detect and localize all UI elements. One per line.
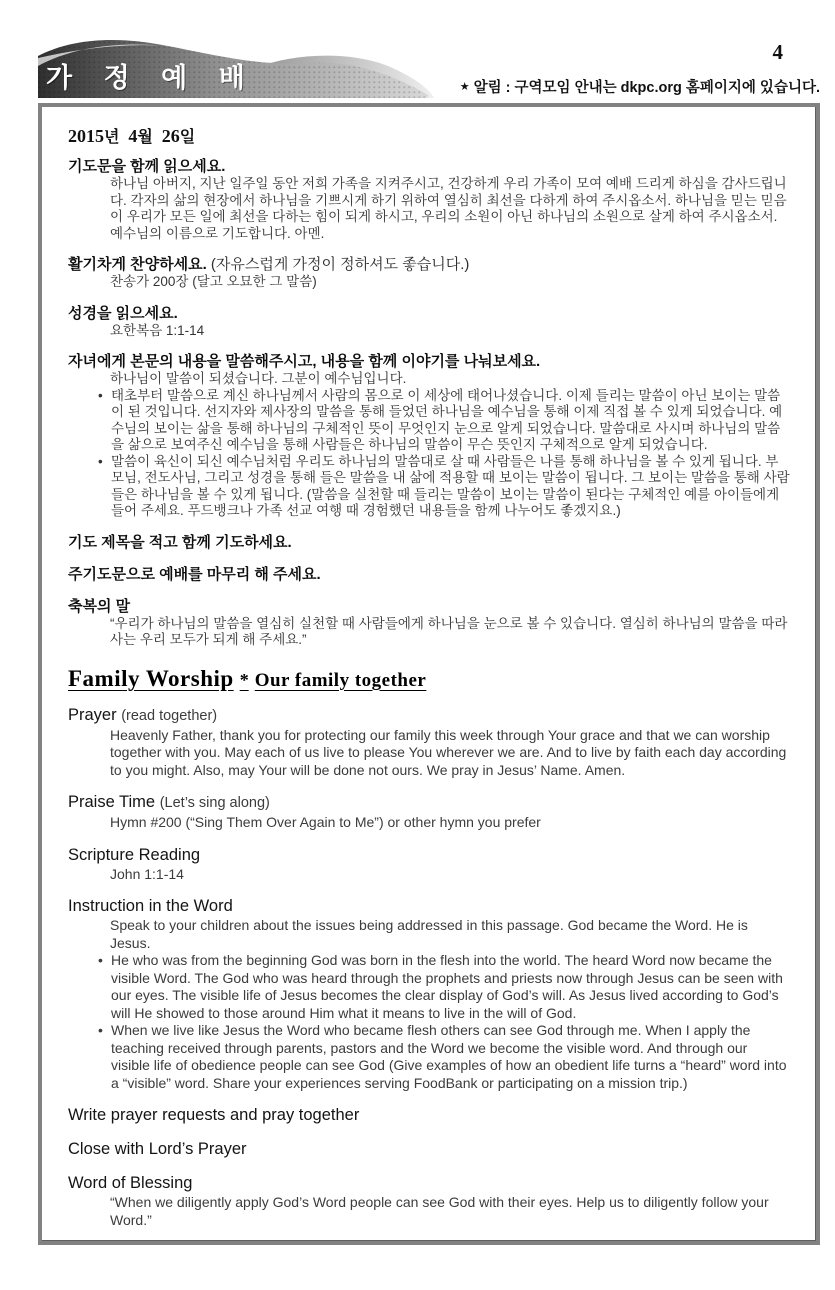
korean-prayer-heading: 기도문을 함께 읽으세요. bbox=[68, 158, 226, 175]
korean-prayer-section bbox=[68, 157, 790, 242]
english-prayer-section bbox=[68, 705, 790, 780]
english-scripture-section bbox=[68, 845, 790, 884]
korean-talk-intro: 하나님이 말씀이 되셨습니다. 그분이 예수님입니다. bbox=[110, 371, 407, 386]
korean-talk-bullets bbox=[98, 388, 790, 520]
english-praise-body: Hymn #200 (“Sing Them Over Again to Me”) or other hymn you prefer bbox=[110, 814, 541, 830]
english-praise-section bbox=[68, 792, 790, 832]
english-title bbox=[68, 666, 790, 692]
notice-line bbox=[460, 76, 820, 97]
english-requests-section bbox=[68, 1105, 790, 1126]
korean-blessing-section bbox=[68, 597, 790, 649]
korean-praise-heading-text: 활기차게 찬양하세요. bbox=[68, 256, 207, 273]
english-instruction-heading: Instruction in the Word bbox=[68, 897, 233, 915]
english-praise-note: (Let’s sing along) bbox=[159, 795, 270, 811]
korean-praise-note: (자유스럽게 가정이 정하셔도 좋습니다.) bbox=[210, 256, 470, 273]
english-instruction-section bbox=[68, 896, 790, 1092]
english-blessing-heading: Word of Blessing bbox=[68, 1174, 193, 1192]
english-praise-heading bbox=[68, 792, 790, 814]
header-banner bbox=[38, 36, 438, 98]
korean-talk-bullet-1: • 태초부터 말씀으로 계신 하나님께서 사람의 몸으로 이 세상에 태어나셨습니다. 이제 들리는 말씀이 아닌 보이는 말씀이 된 것입니다. 선지자와 제사장의 말씀을 통해 들었던 하나님을 예수님을 통해 이제 직접 볼 수 있게 되었습니다. 예수님의 보이는 삶을 통해 하나님의 구체적인 뜻이 무엇인지 눈으로 알게 되었습니다. 말씀대로 사시며 하나님의 말씀을 삶으로 보여주신 예수님을 통해 사람들은 하나님의 말씀이 무슨 뜻인지 구체적으로 알게 되었습니다. bbox=[98, 388, 790, 454]
english-praise-heading-text: Praise Time bbox=[68, 793, 156, 811]
korean-blessing-body: “우리가 하나님의 말씀을 열심히 실천할 때 사람들에게 하나님을 눈으로 볼 수 있습니다. 열심히 하나님의 말씀을 따라 사는 우리 모두가 되게 해 주세요.” bbox=[110, 615, 788, 647]
korean-lords-prayer-section bbox=[68, 565, 790, 584]
date-month: 4 bbox=[128, 126, 138, 146]
korean-scripture-section bbox=[68, 304, 790, 340]
date-line bbox=[68, 124, 790, 147]
english-title-separator: * bbox=[239, 669, 249, 690]
english-instruction-bullet-1: • He who was from the beginning God was born in the flesh into the world. The heard Word now became the visible Word. The God who was heard through the prophets and priests now through Jesus can be seen with our eyes. The visible life of Jesus becomes the clear display of God’s will. As Jesus lived according to God’s will He showed to those around Him what it means to live in the will of God. bbox=[98, 952, 790, 1022]
notice-text: 알림 : 구역모임 안내는 dkpc.org 홈페이지에 있습니다. bbox=[473, 80, 820, 96]
korean-prayer-body: 하나님 아버지, 지난 일주일 동안 저희 가족을 지켜주시고, 건강하게 우리 가족이 모여 예배 드리게 하심을 감사드립니다. 각자의 삶의 현장에서 하나님을 기쁘시게 하기 위하여 열심히 최선을 다하게 하여 주시옵소서. 하나님을 믿는 믿음이 우리가 모든 일에 최선을 다하는 힘이 되게 하시고, 우리의 소원이 아닌 하나님의 소원으로 살게 하여 주시옵소서. 예수님의 이름으로 기도합니다. 아멘. bbox=[110, 176, 787, 241]
korean-lords-prayer-heading: 주기도문으로 예배를 마무리 해 주세요. bbox=[68, 565, 321, 583]
english-prayer-note: (read together) bbox=[121, 707, 218, 724]
korean-praise-body: 찬송가 200장 (달고 오묘한 그 말씀) bbox=[110, 274, 317, 289]
content-box bbox=[38, 103, 820, 1245]
korean-requests-heading: 기도 제목을 적고 함께 기도하세요. bbox=[68, 533, 292, 551]
banner-title: 가 정 예 배 bbox=[46, 63, 257, 93]
english-instruction-bullets bbox=[98, 952, 790, 1092]
date-year: 2015 bbox=[68, 126, 104, 146]
date-year-suffix: 년 bbox=[104, 129, 120, 146]
english-blessing-section bbox=[68, 1173, 790, 1229]
korean-praise-section bbox=[68, 255, 790, 291]
star-icon: ★ bbox=[459, 81, 470, 93]
date-month-suffix: 월 bbox=[137, 129, 153, 146]
english-title-sub: Our family together bbox=[254, 669, 427, 691]
english-close-heading: Close with Lord’s Prayer bbox=[68, 1140, 247, 1158]
english-title-main: Family Worship bbox=[68, 665, 234, 691]
english-blessing-body: “When we diligently apply God’s Word people can see God with their eyes. Help us to diligently follow your Word.” bbox=[110, 1194, 769, 1228]
english-instruction-bullet-2: • When we live like Jesus the Word who became flesh others can see God through me. When I apply the teaching received through parents, pastors and the Word we become the visible word. And through our visible life of obedience people can see God (Give examples of how an obedient life turns a “heard” word into a “visible” word. Share your experiences serving FoodBank or participating on a mission trip.) bbox=[98, 1022, 790, 1092]
korean-talk-heading: 자녀에게 본문의 내용을 말씀해주시고, 내용을 함께 이야기를 나눠보세요. bbox=[68, 353, 541, 370]
date-day: 26 bbox=[161, 126, 180, 146]
english-prayer-heading-text: Prayer bbox=[68, 705, 117, 724]
english-prayer-heading bbox=[68, 705, 790, 727]
korean-blessing-heading: 축복의 말 bbox=[68, 597, 131, 615]
english-requests-heading: Write prayer requests and pray together bbox=[68, 1106, 360, 1124]
page-number: 4 bbox=[772, 40, 783, 64]
korean-requests-section bbox=[68, 533, 790, 552]
english-close-section bbox=[68, 1139, 790, 1160]
korean-scripture-heading: 성경을 읽으세요. bbox=[68, 304, 178, 322]
english-instruction-intro: Speak to your children about the issues being addressed in this passage. God became the Word. He is Jesus. bbox=[110, 917, 748, 951]
korean-talk-bullet-2: • 말씀이 육신이 되신 예수님처럼 우리도 하나님의 말씀대로 살 때 사람들은 나를 통해 하나님을 볼 수 있게 됩니다. 부모님, 전도사님, 그리고 성경을 통해 들은 말씀을 내 삶에 적용할 때 보이는 말씀이 됩니다. 그 보이는 말씀을 통해 사람들은 하나님을 볼 수 있게 됩니다. (말씀을 실천할 때 들리는 말씀이 보이는 말씀이 된다는 구체적인 예를 아이들에게 들어 주세요. 푸드뱅크나 가족 선교 여행 때 경험했던 내용들을 함께 나누어도 좋겠지요.) bbox=[98, 454, 790, 520]
english-prayer-body: Heavenly Father, thank you for protecting our family this week through Your grace and that we can worship together with you. May each of us live to please You wherever we are. And to live by faith each day according to you might. Also, may Your will be done not ours. We pray in Jesus’ Name. Amen. bbox=[110, 726, 787, 778]
korean-scripture-body: 요한복음 1:1-14 bbox=[110, 322, 205, 338]
korean-talk-section bbox=[68, 352, 790, 520]
english-scripture-heading: Scripture Reading bbox=[68, 845, 201, 864]
korean-praise-heading bbox=[68, 255, 790, 274]
english-scripture-body: John 1:1-14 bbox=[110, 865, 184, 882]
date-day-suffix: 일 bbox=[179, 129, 196, 146]
